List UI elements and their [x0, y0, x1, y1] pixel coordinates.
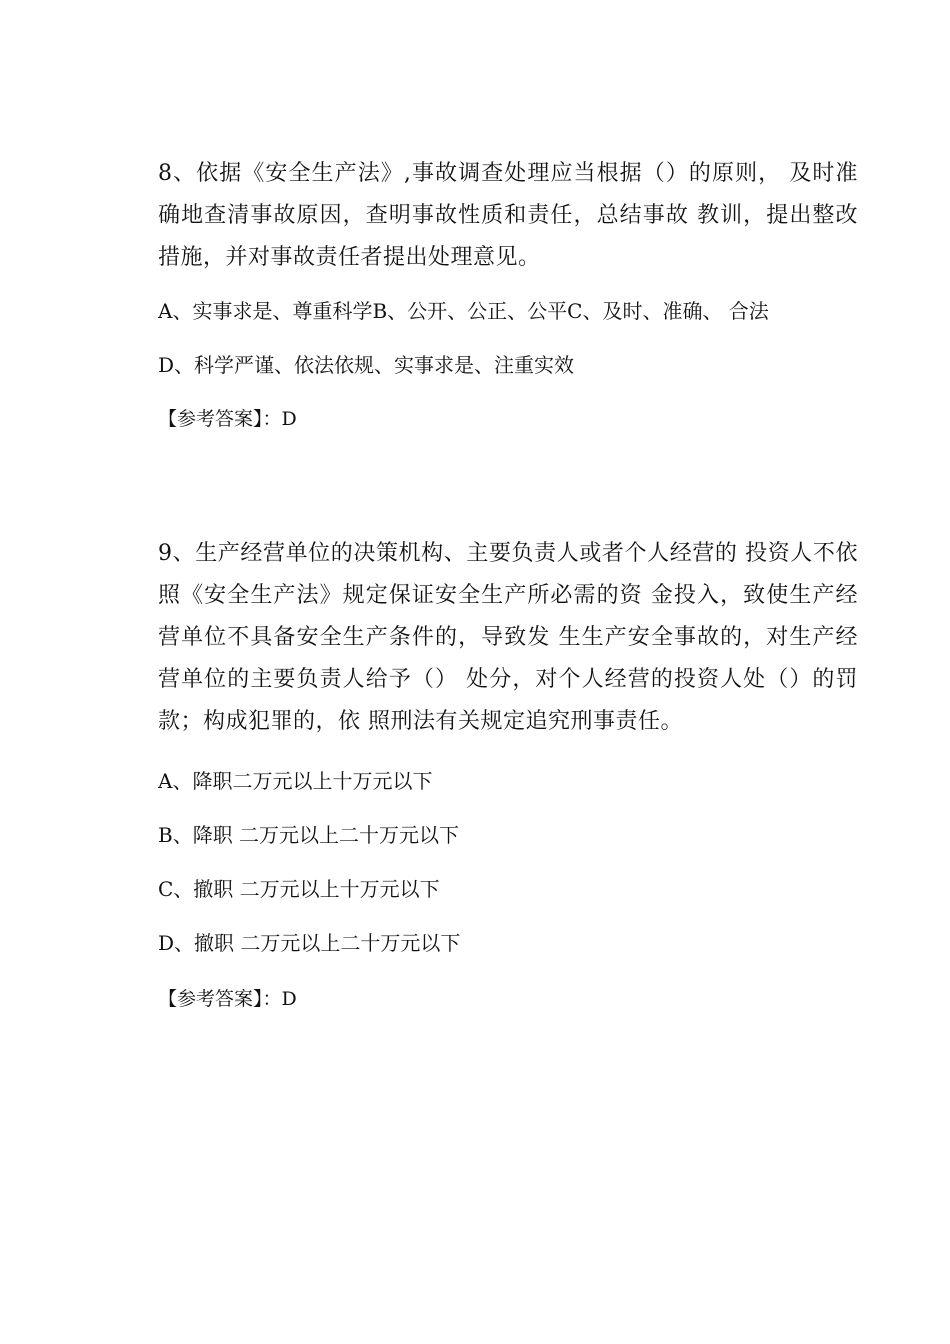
- reference-answer: 【参考答案】：D: [158, 408, 297, 430]
- question-stem: 8、依据《安全生产法》,事故调查处理应当根据（）的原则， 及时准确地查清事故原因，查明事故性质和责任，总结事故 教训，提出整改措施，并对事故责任者提出处理意见。: [158, 161, 858, 270]
- question-stem: 9、生产经营单位的决策机构、主要负责人或者个人经营的 投资人不依照《安全生产法》规定保证安全生产所必需的资 金投入，致使生产经营单位不具备安全生产条件的，导致发 生生产安全事故的，对生产经营单位的主要负责人给予（） 处分，对个人经营的投资人处（）的罚款；构成犯罪的，依 照刑法有关规定追究刑事责任。: [158, 541, 858, 734]
- reference-answer: 【参考答案】：D: [158, 988, 297, 1010]
- question-option: D、撤职 二万元以上二十万元以下: [158, 931, 461, 955]
- question-8: [158, 153, 858, 439]
- question-option: C、撤职 二万元以上十万元以下: [158, 877, 440, 901]
- question-option: B、降职 二万元以上二十万元以下: [158, 823, 460, 847]
- question-9: [158, 533, 858, 1019]
- question-option: D、科学严谨、依法依规、实事求是、注重实效: [158, 353, 575, 377]
- question-option: A、实事求是、尊重科学B、公开、公正、公平C、及时、准确、 合法: [158, 299, 769, 323]
- question-option: A、降职二万元以上十万元以下: [158, 769, 433, 793]
